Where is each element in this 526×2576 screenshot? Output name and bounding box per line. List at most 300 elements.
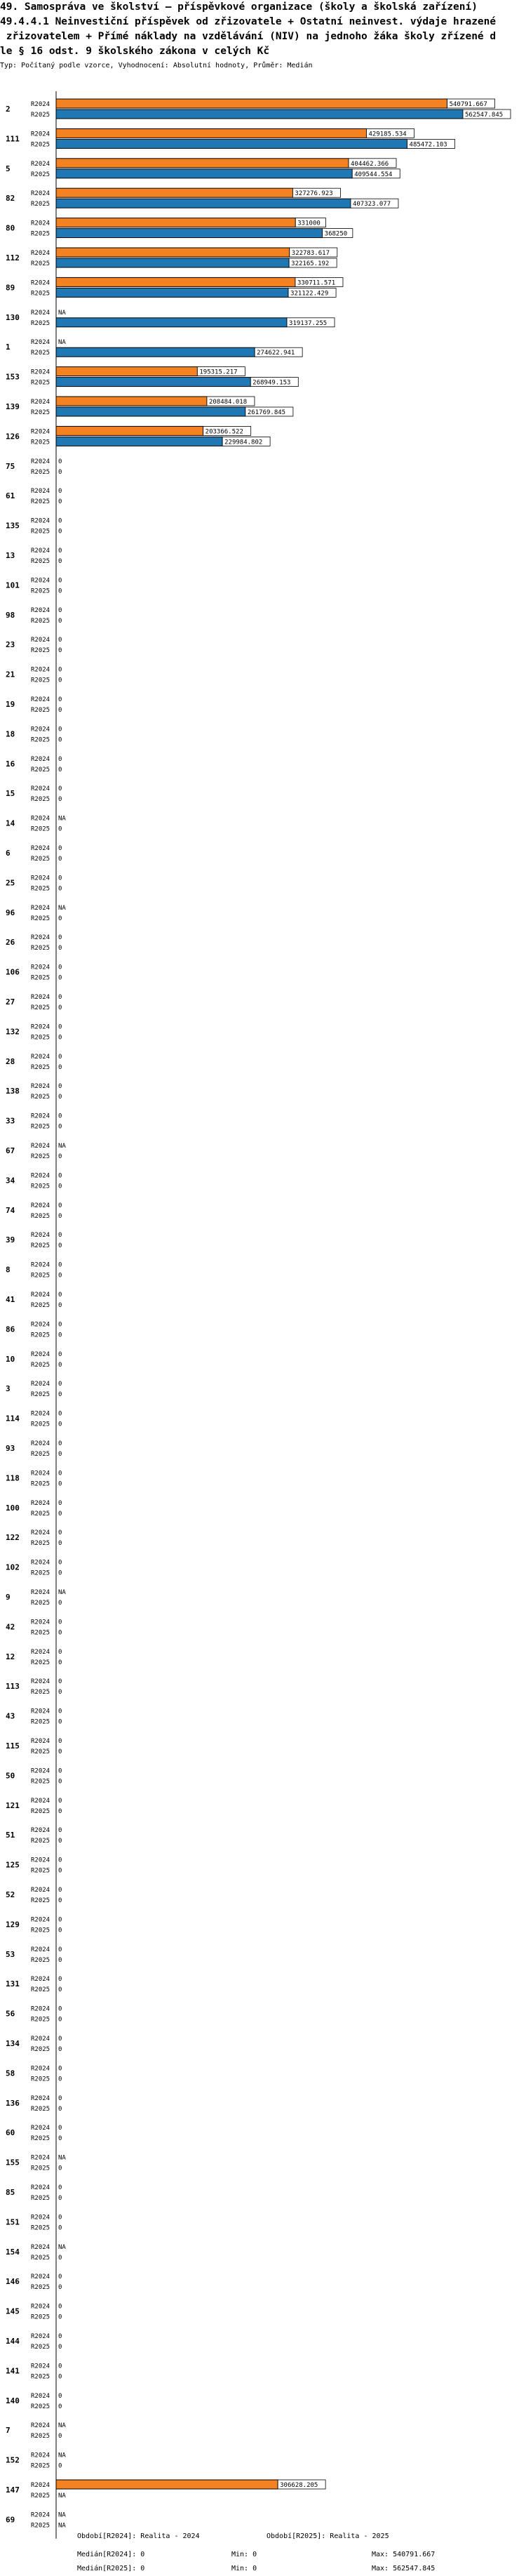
group-label: 151 bbox=[6, 2217, 20, 2227]
series-label: R2024 bbox=[31, 1976, 50, 1984]
series-label: R2024 bbox=[31, 1470, 50, 1478]
series-label: R2025 bbox=[31, 1242, 50, 1250]
value-label: 0 bbox=[58, 2403, 62, 2410]
value-label: 0 bbox=[58, 2433, 62, 2441]
value-label: 0 bbox=[58, 1986, 62, 1994]
value-label: 0 bbox=[58, 974, 62, 982]
value-label: 0 bbox=[58, 2125, 62, 2132]
value-label: 0 bbox=[58, 1053, 62, 1061]
group-label: 147 bbox=[6, 2485, 20, 2495]
series-label: R2024 bbox=[31, 1648, 50, 1656]
series-label: R2024 bbox=[31, 2214, 50, 2222]
series-label: R2025 bbox=[31, 617, 50, 625]
bar-r2024 bbox=[56, 277, 295, 286]
series-label: R2025 bbox=[31, 2076, 50, 2083]
footer-period-r2025: Období[R2025]: Realita - 2025 bbox=[267, 2532, 389, 2540]
chart-header bbox=[0, 0, 526, 71]
series-label: R2024 bbox=[31, 2452, 50, 2459]
na-label: NA bbox=[58, 2511, 66, 2519]
series-label: R2025 bbox=[31, 2492, 50, 2499]
group-label: 16 bbox=[6, 759, 15, 769]
value-label: 229984.802 bbox=[224, 439, 263, 446]
series-label: R2024 bbox=[31, 1916, 50, 1924]
series-label: R2025 bbox=[31, 1094, 50, 1101]
value-label: 0 bbox=[58, 1083, 62, 1091]
series-label: R2024 bbox=[31, 2065, 50, 2073]
series-label: R2024 bbox=[31, 131, 50, 138]
value-label: 0 bbox=[58, 1778, 62, 1786]
value-label: 0 bbox=[58, 994, 62, 1001]
na-label: NA bbox=[58, 2522, 66, 2530]
group-label: 130 bbox=[6, 312, 20, 322]
series-label: R2025 bbox=[31, 2433, 50, 2441]
group-label: 41 bbox=[6, 1295, 15, 1304]
series-label: R2024 bbox=[31, 785, 50, 793]
na-label: NA bbox=[58, 2492, 66, 2499]
series-label: R2024 bbox=[31, 577, 50, 585]
group-label: 51 bbox=[6, 1831, 15, 1840]
title-line-2: 49.4.4.1 Neinvestiční příspěvek od zřizovatele + Ostatní neinvest. výdaje hrazené bbox=[0, 16, 497, 27]
series-label: R2025 bbox=[31, 1540, 50, 1548]
series-label: R2024 bbox=[31, 726, 50, 733]
value-label: 0 bbox=[58, 1807, 62, 1815]
bar-r2025 bbox=[56, 378, 250, 387]
series-label: R2024 bbox=[31, 696, 50, 703]
group-label: 100 bbox=[6, 1503, 20, 1513]
value-label: 0 bbox=[58, 587, 62, 595]
series-label: R2024 bbox=[31, 637, 50, 644]
group-label: 86 bbox=[6, 1324, 15, 1334]
value-label: 0 bbox=[58, 666, 62, 674]
series-label: R2025 bbox=[31, 2313, 50, 2321]
series-label: R2024 bbox=[31, 1708, 50, 1715]
value-label: 0 bbox=[58, 1540, 62, 1548]
series-label: R2025 bbox=[31, 736, 50, 744]
value-label: 274622.941 bbox=[257, 350, 295, 357]
na-label: NA bbox=[58, 1589, 66, 1596]
value-label: 0 bbox=[58, 2065, 62, 2073]
value-label: 0 bbox=[58, 1113, 62, 1120]
value-label: 195315.217 bbox=[199, 369, 238, 376]
value-label: 0 bbox=[58, 2195, 62, 2202]
value-label: 0 bbox=[58, 558, 62, 565]
value-label: 0 bbox=[58, 1689, 62, 1697]
value-label: 0 bbox=[58, 825, 62, 833]
group-label: 43 bbox=[6, 1711, 15, 1721]
value-label: 0 bbox=[58, 2273, 62, 2281]
series-label: R2024 bbox=[31, 309, 50, 317]
series-label: R2024 bbox=[31, 339, 50, 347]
group-label: 6 bbox=[6, 849, 11, 858]
bar-r2024 bbox=[56, 426, 203, 435]
value-label: 0 bbox=[58, 766, 62, 774]
footer-median-r2025: Medián[R2025]: 0 bbox=[77, 2565, 145, 2572]
series-label: R2025 bbox=[31, 1927, 50, 1934]
value-label: 0 bbox=[58, 2165, 62, 2172]
series-label: R2024 bbox=[31, 1589, 50, 1596]
bar-r2025 bbox=[56, 258, 289, 267]
value-label: 0 bbox=[58, 845, 62, 852]
group-label: 7 bbox=[6, 2426, 11, 2436]
series-label: R2025 bbox=[31, 2403, 50, 2410]
series-label: R2024 bbox=[31, 1292, 50, 1299]
series-label: R2025 bbox=[31, 379, 50, 387]
value-label: 0 bbox=[58, 1172, 62, 1180]
bar-r2024 bbox=[56, 218, 295, 227]
group-label: 15 bbox=[6, 789, 15, 799]
series-label: R2024 bbox=[31, 1440, 50, 1447]
value-label: 0 bbox=[58, 2135, 62, 2143]
series-label: R2024 bbox=[31, 875, 50, 882]
group-label: 134 bbox=[6, 2039, 20, 2048]
value-label: 0 bbox=[58, 885, 62, 893]
group-label: 140 bbox=[6, 2396, 20, 2405]
group-label: 58 bbox=[6, 2069, 15, 2078]
value-label: 0 bbox=[58, 1391, 62, 1399]
value-label: 0 bbox=[58, 1004, 62, 1011]
group-label: 26 bbox=[6, 938, 15, 948]
series-label: R2024 bbox=[31, 1767, 50, 1775]
series-label: R2024 bbox=[31, 1083, 50, 1091]
series-label: R2025 bbox=[31, 230, 50, 238]
value-label: 0 bbox=[58, 1956, 62, 1964]
value-label: 0 bbox=[58, 2076, 62, 2083]
series-label: R2024 bbox=[31, 964, 50, 971]
group-label: 75 bbox=[6, 461, 15, 471]
value-label: 0 bbox=[58, 2016, 62, 2024]
value-label: 0 bbox=[58, 2105, 62, 2113]
value-label: 0 bbox=[58, 1183, 62, 1190]
series-label: R2024 bbox=[31, 1499, 50, 1507]
group-label: 1 bbox=[6, 343, 11, 352]
value-label: 203366.522 bbox=[205, 428, 243, 436]
series-label: R2025 bbox=[31, 707, 50, 714]
group-label: 118 bbox=[6, 1473, 20, 1483]
group-label: 27 bbox=[6, 997, 15, 1007]
group-label: 114 bbox=[6, 1414, 20, 1423]
bar-r2024 bbox=[56, 2480, 278, 2489]
value-label: 0 bbox=[58, 1976, 62, 1984]
group-label: 14 bbox=[6, 818, 15, 828]
series-label: R2025 bbox=[31, 677, 50, 684]
series-label: R2025 bbox=[31, 1480, 50, 1488]
value-label: 0 bbox=[58, 1381, 62, 1388]
group-label: 25 bbox=[6, 878, 15, 888]
series-label: R2024 bbox=[31, 904, 50, 912]
series-label: R2025 bbox=[31, 439, 50, 446]
group-label: 10 bbox=[6, 1354, 15, 1364]
value-label: 0 bbox=[58, 468, 62, 476]
bar-r2025 bbox=[56, 139, 407, 148]
series-label: R2025 bbox=[31, 1897, 50, 1904]
value-label: 429185.534 bbox=[368, 131, 407, 138]
value-label: 319137.255 bbox=[289, 319, 328, 327]
group-label: 132 bbox=[6, 1027, 20, 1037]
value-label: 409544.554 bbox=[354, 171, 393, 178]
chart-footer bbox=[0, 2527, 526, 2576]
series-label: R2025 bbox=[31, 1361, 50, 1369]
group-label: 5 bbox=[6, 164, 11, 173]
group-label: 121 bbox=[6, 1800, 20, 1810]
value-label: 0 bbox=[58, 2363, 62, 2370]
group-label: 13 bbox=[6, 551, 15, 560]
value-label: 0 bbox=[58, 1153, 62, 1160]
value-label: 330711.571 bbox=[297, 279, 336, 287]
footer-min-2: Min: 0 bbox=[231, 2565, 257, 2572]
series-label: R2024 bbox=[31, 1559, 50, 1567]
value-label: 0 bbox=[58, 498, 62, 506]
value-label: 0 bbox=[58, 1202, 62, 1209]
series-label: R2024 bbox=[31, 101, 50, 108]
na-label: NA bbox=[58, 1143, 66, 1150]
bar-r2025 bbox=[56, 318, 287, 327]
title-line-3: zřizovatelem + Přímé náklady na vzdělávání (NIV) na jednoho žáka školy zřízené d bbox=[0, 31, 497, 42]
series-label: R2025 bbox=[31, 796, 50, 804]
series-label: R2024 bbox=[31, 1381, 50, 1388]
value-label: 0 bbox=[58, 637, 62, 644]
value-label: 0 bbox=[58, 2224, 62, 2232]
value-label: 0 bbox=[58, 606, 62, 614]
bar-r2024 bbox=[56, 128, 367, 138]
value-label: 0 bbox=[58, 2373, 62, 2381]
value-label: 0 bbox=[58, 1063, 62, 1071]
series-label: R2024 bbox=[31, 428, 50, 436]
series-label: R2024 bbox=[31, 2303, 50, 2311]
series-label: R2025 bbox=[31, 1629, 50, 1637]
value-label: 0 bbox=[58, 458, 62, 465]
value-label: 407323.077 bbox=[352, 201, 391, 208]
group-label: 101 bbox=[6, 580, 20, 590]
series-label: R2024 bbox=[31, 1232, 50, 1240]
footer-period-r2024: Období[R2024]: Realita - 2024 bbox=[77, 2532, 200, 2540]
group-label: 145 bbox=[6, 2306, 20, 2316]
series-label: R2024 bbox=[31, 845, 50, 852]
value-label: 0 bbox=[58, 1212, 62, 1220]
series-label: R2025 bbox=[31, 1659, 50, 1666]
series-label: R2025 bbox=[31, 468, 50, 476]
value-label: 0 bbox=[58, 2184, 62, 2191]
series-label: R2025 bbox=[31, 1332, 50, 1339]
series-label: R2025 bbox=[31, 1451, 50, 1458]
value-label: 540791.667 bbox=[449, 101, 487, 108]
value-label: 0 bbox=[58, 1659, 62, 1666]
series-label: R2024 bbox=[31, 2125, 50, 2132]
value-label: 0 bbox=[58, 1261, 62, 1269]
series-label: R2025 bbox=[31, 1600, 50, 1607]
series-label: R2024 bbox=[31, 1857, 50, 1864]
value-label: 0 bbox=[58, 696, 62, 703]
value-label: 0 bbox=[58, 1738, 62, 1745]
value-label: 0 bbox=[58, 1797, 62, 1805]
value-label: 0 bbox=[58, 1867, 62, 1875]
series-label: R2024 bbox=[31, 1738, 50, 1745]
bar-r2025 bbox=[56, 169, 352, 178]
series-label: R2025 bbox=[31, 1748, 50, 1755]
group-label: 122 bbox=[6, 1533, 20, 1543]
series-label: R2024 bbox=[31, 2422, 50, 2430]
bar-r2025 bbox=[56, 347, 255, 357]
series-label: R2024 bbox=[31, 2005, 50, 2013]
title-line-1: 49. Samospráva ve školství – příspěvkové organizace (školy a školská zařízení) bbox=[0, 1, 478, 13]
na-label: NA bbox=[58, 2243, 66, 2251]
group-label: 138 bbox=[6, 1087, 20, 1096]
series-label: R2025 bbox=[31, 2344, 50, 2351]
value-label: 0 bbox=[58, 755, 62, 763]
value-label: 0 bbox=[58, 2254, 62, 2262]
na-label: NA bbox=[58, 339, 66, 347]
group-label: 56 bbox=[6, 2009, 15, 2019]
value-label: 0 bbox=[58, 1361, 62, 1369]
series-label: R2024 bbox=[31, 1053, 50, 1061]
footer-max-r2025: Max: 562547.845 bbox=[372, 2565, 436, 2572]
bar-r2025 bbox=[56, 199, 351, 208]
value-label: 0 bbox=[58, 1242, 62, 1250]
series-label: R2025 bbox=[31, 1510, 50, 1518]
value-label: 485472.103 bbox=[409, 141, 447, 149]
series-label: R2025 bbox=[31, 1123, 50, 1131]
value-label: 0 bbox=[58, 1767, 62, 1775]
series-label: R2025 bbox=[31, 528, 50, 536]
series-label: R2025 bbox=[31, 1689, 50, 1697]
value-label: 0 bbox=[58, 1510, 62, 1518]
series-label: R2024 bbox=[31, 1321, 50, 1329]
group-label: 146 bbox=[6, 2277, 20, 2287]
value-label: 0 bbox=[58, 736, 62, 744]
bar-r2025 bbox=[56, 109, 463, 119]
group-label: 112 bbox=[6, 253, 20, 263]
series-label: R2025 bbox=[31, 1272, 50, 1280]
value-label: 0 bbox=[58, 2036, 62, 2043]
value-label: 327276.923 bbox=[295, 190, 333, 198]
value-label: 0 bbox=[58, 1272, 62, 1280]
series-label: R2024 bbox=[31, 1261, 50, 1269]
series-label: R2024 bbox=[31, 1529, 50, 1537]
value-label: 0 bbox=[58, 2303, 62, 2311]
value-label: 0 bbox=[58, 2392, 62, 2400]
value-label: 0 bbox=[58, 2333, 62, 2340]
series-label: R2024 bbox=[31, 279, 50, 287]
group-label: 93 bbox=[6, 1444, 15, 1453]
value-label: 0 bbox=[58, 547, 62, 555]
group-label: 106 bbox=[6, 967, 20, 977]
series-label: R2025 bbox=[31, 350, 50, 357]
value-label: 0 bbox=[58, 1708, 62, 1715]
group-label: 39 bbox=[6, 1235, 15, 1245]
series-label: R2025 bbox=[31, 1569, 50, 1577]
series-label: R2025 bbox=[31, 885, 50, 893]
series-label: R2024 bbox=[31, 1946, 50, 1953]
group-label: 80 bbox=[6, 223, 15, 233]
group-label: 111 bbox=[6, 134, 20, 144]
group-label: 98 bbox=[6, 610, 15, 620]
series-label: R2024 bbox=[31, 2184, 50, 2191]
series-label: R2025 bbox=[31, 945, 50, 952]
series-label: R2025 bbox=[31, 587, 50, 595]
bar-r2024 bbox=[56, 159, 349, 168]
group-label: 153 bbox=[6, 372, 20, 382]
group-label: 154 bbox=[6, 2247, 20, 2257]
value-label: 322783.617 bbox=[291, 250, 330, 257]
series-label: R2024 bbox=[31, 547, 50, 555]
series-label: R2024 bbox=[31, 2273, 50, 2281]
value-label: 0 bbox=[58, 726, 62, 733]
value-label: 0 bbox=[58, 1350, 62, 1358]
group-label: 85 bbox=[6, 2188, 15, 2197]
group-label: 131 bbox=[6, 1979, 20, 1989]
value-label: 0 bbox=[58, 1718, 62, 1726]
value-label: 0 bbox=[58, 617, 62, 625]
series-label: R2025 bbox=[31, 1986, 50, 1994]
value-label: 0 bbox=[58, 785, 62, 793]
group-label: 21 bbox=[6, 670, 15, 679]
group-label: 19 bbox=[6, 700, 15, 709]
bar-r2024 bbox=[56, 248, 290, 257]
value-label: 0 bbox=[58, 2094, 62, 2102]
group-label: 102 bbox=[6, 1562, 20, 1572]
series-label: R2024 bbox=[31, 160, 50, 168]
na-label: NA bbox=[58, 309, 66, 317]
value-label: 306628.205 bbox=[280, 2482, 318, 2489]
value-label: 0 bbox=[58, 1421, 62, 1428]
value-label: 331000 bbox=[297, 220, 321, 227]
value-label: 0 bbox=[58, 856, 62, 863]
value-label: 208484.018 bbox=[208, 399, 248, 406]
value-label: 0 bbox=[58, 1332, 62, 1339]
series-label: R2024 bbox=[31, 1827, 50, 1835]
value-label: 0 bbox=[58, 1321, 62, 1329]
series-label: R2025 bbox=[31, 915, 50, 922]
group-label: 67 bbox=[6, 1146, 15, 1155]
value-label: 0 bbox=[58, 1559, 62, 1567]
series-label: R2024 bbox=[31, 755, 50, 763]
bar-r2025 bbox=[56, 288, 288, 297]
series-label: R2025 bbox=[31, 2135, 50, 2143]
series-label: R2025 bbox=[31, 1867, 50, 1875]
series-label: R2025 bbox=[31, 974, 50, 982]
series-label: R2025 bbox=[31, 171, 50, 178]
value-label: 0 bbox=[58, 1916, 62, 1924]
series-label: R2025 bbox=[31, 141, 50, 149]
series-label: R2024 bbox=[31, 2363, 50, 2370]
group-label: 9 bbox=[6, 1593, 11, 1602]
series-label: R2025 bbox=[31, 1718, 50, 1726]
group-label: 33 bbox=[6, 1116, 15, 1126]
series-label: R2024 bbox=[31, 1143, 50, 1150]
group-label: 3 bbox=[6, 1384, 11, 1394]
value-label: 0 bbox=[58, 1529, 62, 1537]
series-label: R2024 bbox=[31, 1172, 50, 1180]
series-label: R2025 bbox=[31, 2373, 50, 2381]
series-label: R2024 bbox=[31, 2333, 50, 2340]
series-label: R2024 bbox=[31, 666, 50, 674]
na-label: NA bbox=[58, 904, 66, 912]
bar-r2025 bbox=[56, 229, 323, 238]
series-label: R2025 bbox=[31, 1153, 50, 1160]
series-label: R2025 bbox=[31, 1778, 50, 1786]
value-label: 404462.366 bbox=[351, 160, 389, 168]
series-label: R2025 bbox=[31, 1004, 50, 1011]
series-label: R2025 bbox=[31, 2165, 50, 2172]
value-label: 0 bbox=[58, 1034, 62, 1042]
series-label: R2024 bbox=[31, 1350, 50, 1358]
series-label: R2025 bbox=[31, 766, 50, 774]
group-label: 74 bbox=[6, 1205, 15, 1215]
series-label: R2024 bbox=[31, 517, 50, 525]
footer-max-r2024: Max: 540791.667 bbox=[372, 2551, 436, 2558]
series-label: R2025 bbox=[31, 290, 50, 298]
group-label: 34 bbox=[6, 1176, 15, 1186]
value-label: 0 bbox=[58, 2284, 62, 2292]
